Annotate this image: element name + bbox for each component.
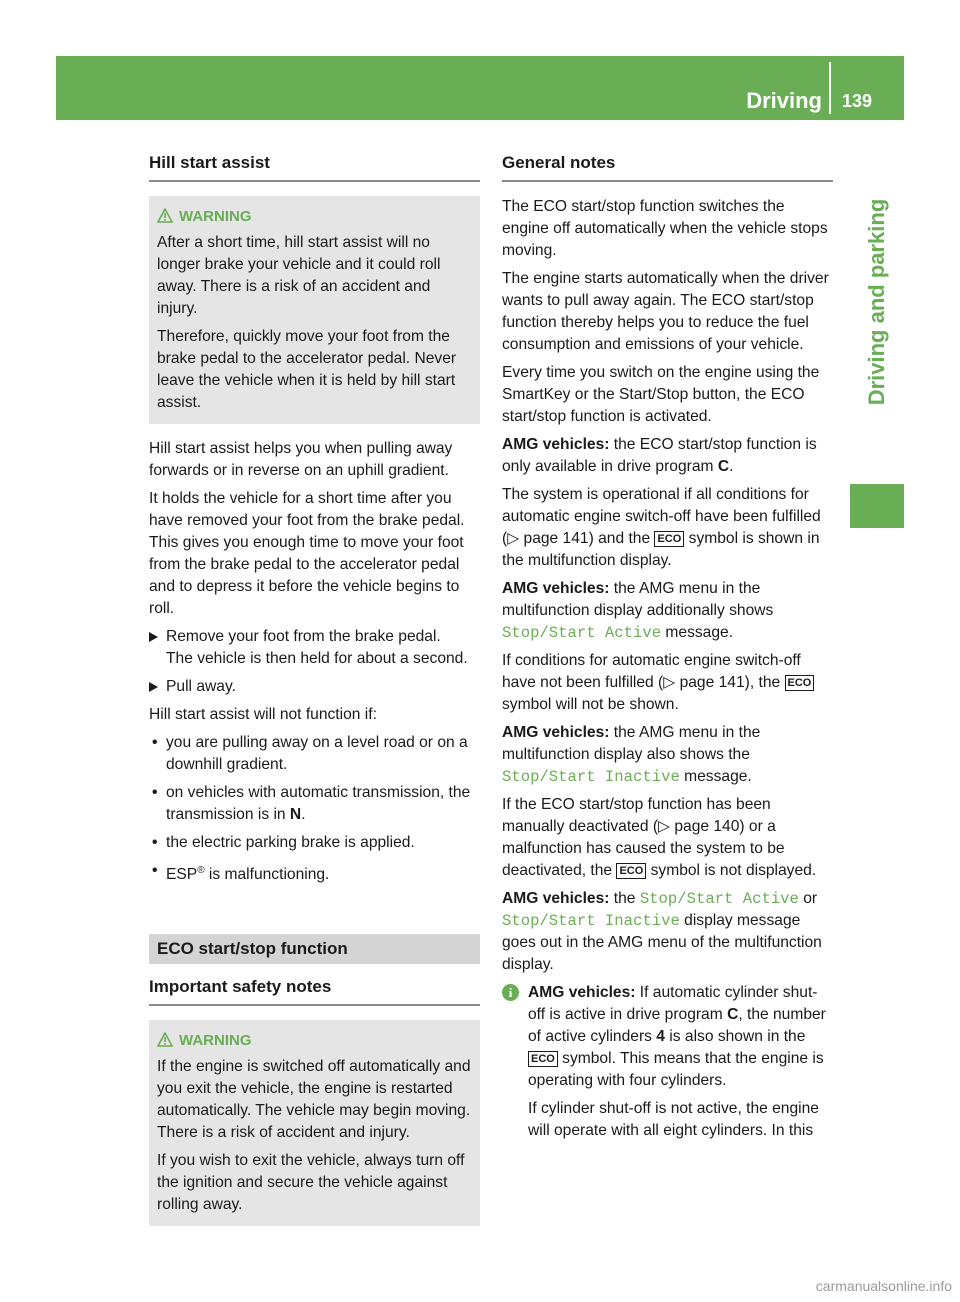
paragraph: If cylinder shut-off is not active, the engine will operate with all eight cylinders. In this [528,1100,819,1139]
paragraph: AMG vehicles: the AMG menu in the multifunction display also shows the Stop/Start Inactive message. [502,724,761,786]
instruction-step: Pull away. [149,676,480,698]
general-notes-heading: General notes [502,152,833,182]
eco-symbol-icon: ECO [785,675,815,691]
hill-start-assist-heading: Hill start assist [149,152,480,182]
list-item: • ESP® is malfunctioning. [152,862,330,884]
warning-triangle-icon [157,1032,173,1047]
warning-title [157,206,472,228]
chapter-marker-block [850,484,904,528]
right-column [502,152,833,1148]
instruction-step: Remove your foot from the brake pedal. The vehicle is then held for about a second. [149,626,480,670]
paragraph: It holds the vehicle for a short time after you have removed your foot from the brake pedal. This gives you enough time to move your foot from the brake pedal to the accelerator pedal and to depress it before the vehicle begins to roll. [149,490,465,617]
list-item: • the electric parking brake is applied. [149,832,480,854]
bullet-icon: • [152,834,158,851]
warning-text-2: If you wish to exit the vehicle, always turn off the ignition and secure the vehicle against rolling away. [157,1152,465,1214]
paragraph: If the ECO start/stop function has been manually deactivated (▷ page 140) or a malfunction has caused the system to be deactivated, the ECO symbol is not displayed. [502,796,817,879]
page-number: 139 [842,91,873,111]
paragraph: Every time you switch on the engine using the SmartKey or the Start/Stop button, the ECO start/stop function is activated. [502,364,820,425]
paragraph: If conditions for automatic engine switch-off have not been fulfilled (▷ page 141), the ECO symbol will not be shown. [502,650,833,716]
step-arrow-icon [149,682,158,692]
page-ref-arrow-icon: ▷ [507,530,520,547]
list-item: • you are pulling away on a level road or on a downhill gradient. [152,734,468,773]
safety-notes-heading: Important safety notes [149,976,480,1006]
paragraph: The ECO start/stop function switches the engine off automatically when the vehicle stops moving. [502,198,828,259]
eco-section-heading: ECO start/stop function [149,934,480,964]
header-divider [829,62,831,114]
paragraph: AMG vehicles: the Stop/Start Active or Stop/Start Inactive display message goes out in the AMG menu of the multifunction display. [502,890,822,973]
eco-symbol-icon: ECO [616,863,646,879]
warning-text-1: If the engine is switched off automatically and you exit the vehicle, the engine is restarted automatically. The vehicle may begin moving. There is a risk of accident and injury. [157,1058,471,1142]
bullet-icon: • [152,862,158,879]
page-ref-arrow-icon: ▷ [663,674,676,691]
warning-title [157,1030,472,1052]
display-message: Stop/Start Active [639,890,799,908]
header-section-title: Driving [746,88,822,113]
chapter-side-tab-label: Driving and parking [864,198,889,406]
warning-triangle-icon [157,208,173,223]
paragraph: The engine starts automatically when the driver wants to pull away again. The ECO start/stop function thereby helps you to reduce the fuel consumption and emissions of your vehicle. [502,270,829,353]
paragraph: AMG vehicles: If automatic cylinder shut-off is active in drive program C, the number of active cylinders 4 is also shown in the ECO symbol. This means that the engine is operating with four cylinders. [528,984,826,1089]
info-note [502,982,833,1142]
paragraph: AMG vehicles: the AMG menu in the multifunction display additionally shows Stop/Start Active message. [502,580,774,642]
eco-symbol-icon: ECO [528,1051,558,1067]
paragraph: Hill start assist will not function if: [149,706,377,723]
page-ref-arrow-icon: ▷ [658,818,671,835]
warning-text-2: Therefore, quickly move your foot from the brake pedal to the accelerator pedal. Never leave the vehicle when it is held by hill start assist. [157,328,457,411]
warning-box-hill-start [149,196,480,424]
eco-symbol-icon: ECO [654,531,684,547]
warning-label: WARNING [179,208,252,225]
watermark: carmanualsonline.info [815,1278,952,1294]
warning-box-eco [149,1020,480,1226]
warning-text-1: After a short time, hill start assist will no longer brake your vehicle and it could roll away. There is a risk of an accident and injury. [157,234,441,317]
display-message: Stop/Start Inactive [502,768,680,786]
left-column [149,152,480,1240]
list-item: • on vehicles with automatic transmission, the transmission is in N. [152,784,471,823]
display-message: Stop/Start Inactive [502,912,680,930]
paragraph: The system is operational if all conditions for automatic engine switch-off have been fulfilled (▷ page 141) and the ECO symbol is shown in the multifunction display. [502,486,821,569]
display-message: Stop/Start Active [502,624,662,642]
chapter-side-tab [850,130,904,474]
bullet-icon: • [152,784,158,801]
warning-label: WARNING [179,1032,252,1050]
bullet-icon: • [152,734,158,751]
paragraph: AMG vehicles: the ECO start/stop function is only available in drive program C. [502,436,817,475]
paragraph: Hill start assist helps you when pulling away forwards or in reverse on an uphill gradient. [149,440,453,479]
step-arrow-icon [149,632,158,642]
info-icon: i [502,984,519,1001]
